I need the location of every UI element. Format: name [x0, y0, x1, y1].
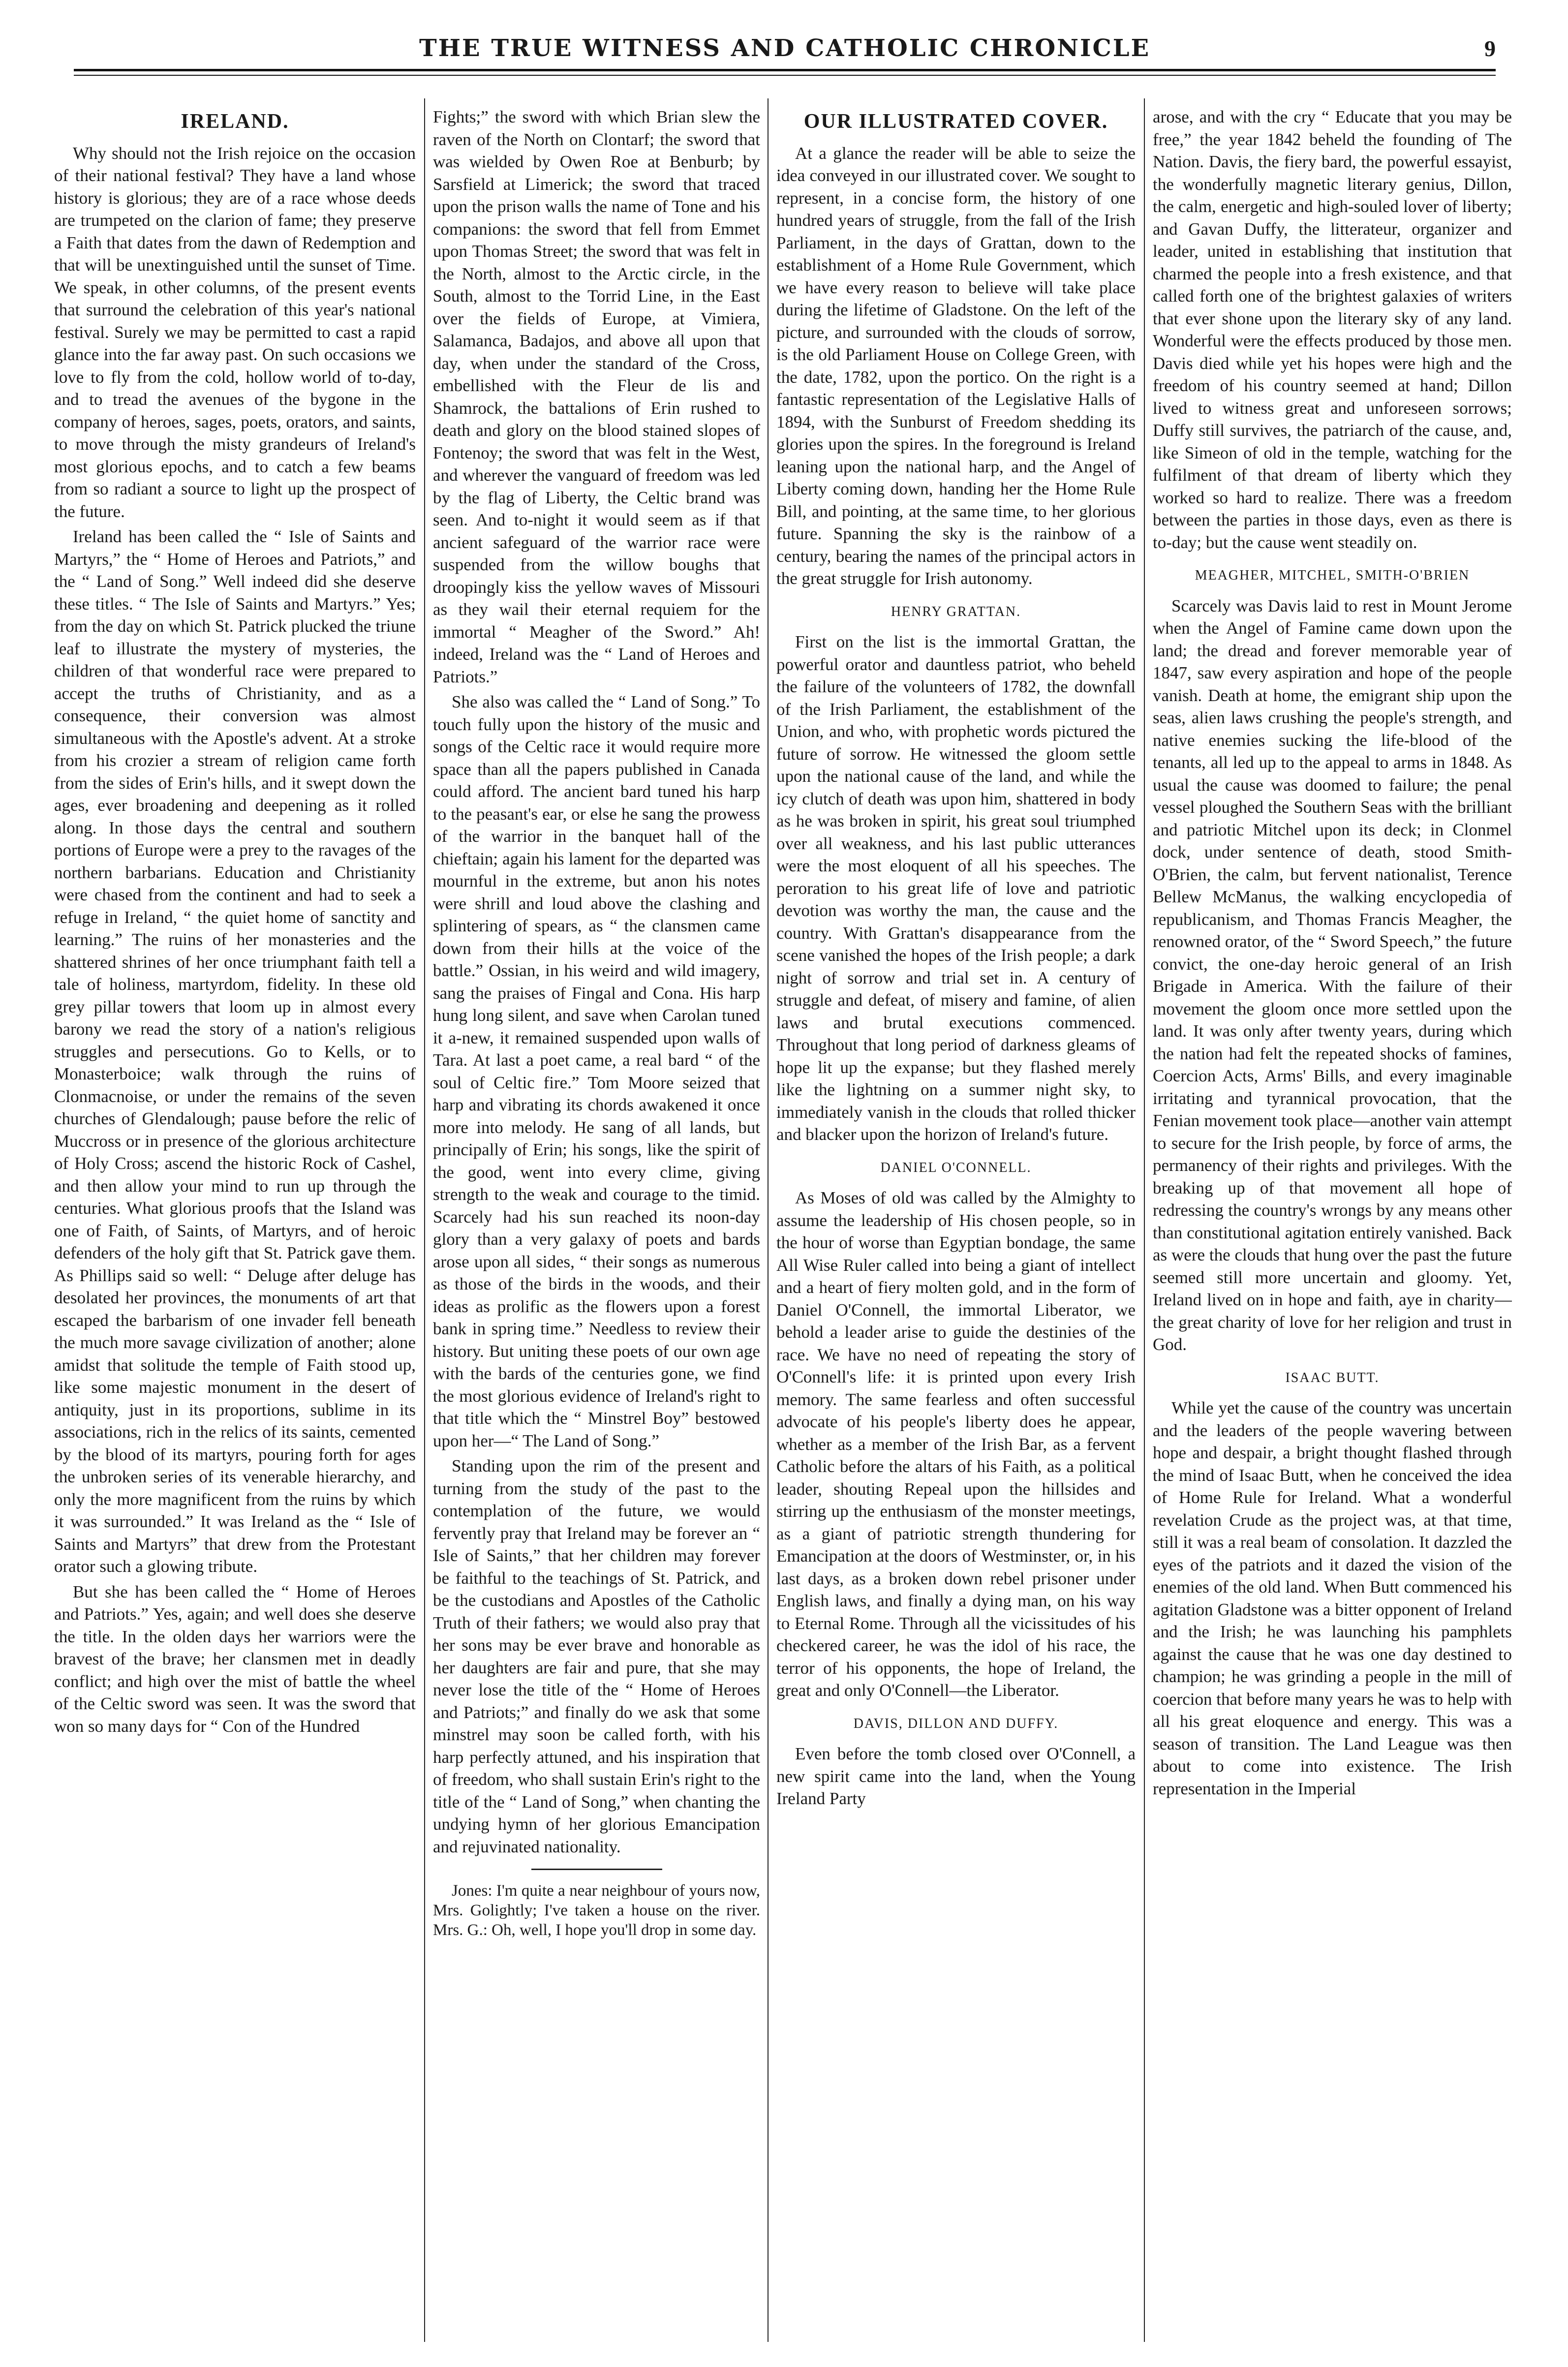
paragraph: Why should not the Irish rejoice on the occasion of their national festival? They have a land whose history is glorious; they are of a race whose deeds are trumpeted on the clarion of fame; they preserve a Faith that dates from the dawn of Redemption and that will be unextinguished until the sunset of Time. We speak, in other columns, of the present events that surround the celebration of this year's national festival. Surely we may be permitted to cast a rapid glance into the far away past. On such occasions we love to fly from the cold, hollow world of to-day, and to tread the avenues of the bygone in the company of heroes, sages, poets, orators, and saints, to move through the misty grandeurs of Ireland's most glorious epochs, and to catch a few beams from so radiant a source to light up the prospect of the future.: [54, 143, 416, 521]
paragraph: Fights;” the sword with which Brian slew the raven of the North on Clontarf; the sword that was wielded by Owen Roe at Benburb; by Sarsfield at Limerick; the sword that traced upon the prison walls the name of Tone and his companions: the sword that fell from Emmet upon Thomas Street; the sword that was felt in the North, almost to the Arctic circle, in the South, almost to the Torrid Line, in the East over the fields of Europe, at Vimiera, Salamanca, Badajos, and above all upon that day, when under the standard of the Cross, embellished with the Fleur de lis and Shamrock, the battalions of Erin rushed to death and glory on the blood stained slopes of Fontenoy; the sword that was felt in the West, and wherever the vanguard of freedom was led by the flag of Liberty, the Celtic brand was seen. And to-night it would seem as if that ancient safeguard of the warrior race were suspended from the willow boughs that droopingly kiss the yellow waves of Missouri as they wail their eternal requiem for the immortal “ Meagher of the Sword.” Ah! indeed, Ireland was the “ Land of Heroes and Patriots.”: [433, 107, 760, 686]
column-1: [54, 106, 416, 2335]
column-rule: [1144, 98, 1145, 2342]
section-heading-davis-dillon-duffy: DAVIS, DILLON AND DUFFY.: [853, 1716, 1059, 1731]
section-heading-grattan: HENRY GRATTAN.: [891, 604, 1021, 619]
column-4: [1153, 106, 1512, 2335]
column-rule: [768, 98, 769, 2342]
paragraph: While yet the cause of the country was uncertain and the leaders of the people wavering between hope and despair, a bright thought flashed through the mind of Isaac Butt, when he conceived the idea of Home Rule for Ireland. What a wonderful revelation Crude as the project was, at that time, still it was a real beam of consolation. It dazzled the eyes of the patriots and it dazed the vision of the enemies of the old land. When Butt commenced his agitation Gladstone was a bitter opponent of Ireland and the Irish; he was launching his pamphlets against the cause that he was one day destined to champion; he was grinding a people in the mill of coercion that before many years he was to help with all his great eloquence and energy. This was a season of transition. The Land League was then about to come into existence. The Irish representation in the Imperial: [1153, 1398, 1512, 1798]
paragraph: She also was called the “ Land of Song.” To touch fully upon the history of the music and songs of the Celtic race it would require more space than all the papers published in Canada could afford. The ancient bard tuned his harp to the peasant's ear, or else he sang the prowess of the warrior in the banquet hall of the chieftain; again his lament for the departed was mournful in the extreme, but anon his notes were shrill and loud above the clashing and splintering of spears, as “ the clansmen came down from their hills at the voice of the battle.” Ossian, in his weird and wild imagery, sang the praises of Fingal and Cona. His harp hung long silent, and save when Carolan tuned it a-new, it remained suspended upon walls of Tara. At last a poet came, a real bard “ of the soul of Celtic fire.” Tom Moore seized that harp and vibrating its chords awakened it once more into melody. He sang of all lands, but principally of Erin; his songs, like the spirit of the good, went into every clime, giving strength to the weak and courage to the timid. Scarcely had his sun reached its noon-day glory than a very galaxy of poets and bards arose upon all sides, “ their songs as numerous as those of the birds in the woods, and their ideas as prolific as the flowers upon a forest bank in spring time.” Needless to review their history. But uniting these poets of our own age with the bards of the centuries gone, we find the most glorious evidence of Ireland's right to that title which the “ Minstrel Boy” bestowed upon her—“ The Land of Song.”: [433, 692, 760, 1450]
anecdote: [433, 1881, 760, 1940]
masthead: [74, 34, 1496, 84]
paragraph: Standing upon the rim of the present and turning from the study of the past to the contemplation of the future, we would fervently pray that Ireland may be forever an “ Isle of Saints,” that her children may forever be faithful to the teachings of St. Patrick, and be the custodians and Apostles of the Catholic Truth of their fathers; we would also pray that her sons may be ever brave and honorable as her daughters are fair and pure, that she may never lose the title of the “ Home of Heroes and Patriots;” and finally do we ask that some minstrel may soon be called forth, with his harp perfectly attuned, and his inspiration that of freedom, who shall sustain Erin's right to the title of the “ Land of Song,” when chanting the undying hymn of her glorious Emancipation and rejuvinated nationality.: [433, 1456, 760, 1856]
article-heading-ireland: IRELAND.: [181, 110, 289, 133]
section-heading-isaac-butt: ISAAC BUTT.: [1285, 1370, 1380, 1385]
paragraph: As Moses of old was called by the Almighty to assume the leadership of His chosen people, so in the hour of worse than Egyptian bondage, the same All Wise Ruler called into being a giant of intellect and a heart of fiery molten gold, and in the form of Daniel O'Connell, the immortal Liberator, we behold a leader arise to guide the destinies of the race. We have no need of repeating the story of O'Connell's life: it is printed upon every Irish memory. The same fearless and often successful advocate of his people's liberty does he appear, whether as a member of the Irish Bar, as a fervent Catholic before the altars of his Faith, as a political leader, shouting Repeal upon the hillsides and stirring up the enthusiasm of the monster meetings, as a giant of patriotic strength thundering for Emancipation at the doors of Westminster, or, in his last days, as a broken down rebel prisoner under English laws, and finally a dying man, on his way to Eternal Rome. Through all the vicissitudes of his checkered career, he was the idol of his race, the terror of his opponents, the hope of Ireland, the great and only O'Connell—the Liberator.: [776, 1188, 1136, 1700]
section-heading-meagher-mitchel: MEAGHER, MITCHEL, SMITH-O'BRIEN: [1195, 568, 1470, 583]
column-2: [433, 106, 760, 2335]
section-heading-oconnell: DANIEL O'CONNELL.: [880, 1160, 1032, 1175]
paragraph: First on the list is the immortal Grattan, the powerful orator and dauntless patriot, who beheld the failure of the volunteers of 1782, the downfall of the Irish Parliament, the establishment of the Union, and who, with prophetic words pictured the future of sorrow. He witnessed the gloom settle upon the national cause of the land, and while the icy clutch of death was upon him, shattered in body as he was broken in spirit, his great soul triumphed over all weakness, and his last public utterances were the most eloquent of all his speeches. The peroration to his great life of love and patriotic devotion was worthy the man, the cause and the country. With Grattan's disappearance from the scene vanished the hopes of the Irish people; a dark night of sorrow and trial set in. A century of struggle and defeat, of misery and famine, of alien laws and brutal executions commenced. Throughout that long period of darkness gleams of hope lit up the expanse; but they flashed merely like the lightning on a summer night sky, to immediately vanish in the clouds that rolled thicker and blacker upon the horizon of Ireland's future.: [776, 632, 1136, 1144]
newspaper-title: THE TRUE WITNESS AND CATHOLIC CHRONICLE: [419, 34, 1151, 62]
paragraph: But she has been called the “ Home of Heroes and Patriots.” Yes, again; and well does she deserve the title. In the olden days her warriors were the bravest of the brave; her clansmen met in deadly conflict; and high over the mist of battle the wheel of the Celtic sword was seen. It was the sword that won so many days for “ Con of the Hundred: [54, 1582, 416, 1736]
column-rule: [424, 98, 425, 2342]
paragraph: Even before the tomb closed over O'Connell, a new spirit came into the land, when the Young Ireland Party: [776, 1744, 1136, 1808]
section-divider: [531, 1869, 662, 1870]
masthead-rule-thin: [74, 75, 1496, 76]
paragraph: Ireland has been called the “ Isle of Saints and Martyrs,” the “ Home of Heroes and Patriots,” and the “ Land of Song.” Well indeed did she deserve these titles. “ The Isle of Saints and Martyrs.” Yes; from the day on which St. Patrick plucked the triune leaf to illustrate the mystery of mysteries, the children of that wonderful race were prepared to accept the truths of Christianity, and as a consequence, their conversion was almost simultaneous with the Apostle's advent. At a stroke from his crozier a stream of religion came forth from the sides of Erin's hills, and it swept down the ages, ever broadening and deepening as it rolled along. In those days the central and southern portions of Europe were a prey to the ravages of the northern barbarians. Education and Christianity were chased from the continent and had to seek a refuge in Ireland, “ the quiet home of sanctity and learning.” The ruins of her monasteries and the shattered shrines of her once triumphant faith tell a tale of holiness, martyrdom, fidelity. In these old grey pillar towers that loom up in almost every barony we read the story of a nation's religious struggles and persecutions. Go to Kells, or to Monasterboice; walk through the ruins of Clonmacnoise, or under the remains of the seven churches of Glendalough; pause before the relic of Muccross or in presence of the glorious architecture of Holy Cross; ascend the historic Rock of Cashel, and then allow your mind to run up through the centuries. What glorious proofs that the Island was one of Faith, of Saints, of Martyrs, and of heroic defenders of the holy gift that St. Patrick gave them. As Phillips said so well: “ Deluge after deluge has desolated her provinces, the monuments of art that escaped the barbarism of one invader fell beneath the much more savage civilization of another; alone amidst that solitude the temple of Faith stood up, like some majestic monument in the desert of antiquity, just in its proportions, sublime in its associations, rich in the relics of its saints, cemented by the blood of its martyrs, pouring forth for ages the unbroken series of its venerable hierarchy, and only the more magnificent from the ruins by which it was surrounded.” It was Ireland as the “ Isle of Saints and Martyrs” that drew from the Protestant orator such a glowing tribute.: [54, 527, 416, 1576]
paragraph: arose, and with the cry “ Educate that you may be free,” the year 1842 beheld the founding of The Nation. Davis, the fiery bard, the powerful essayist, the wonderfully magnetic literary genius, Dillon, the calm, energetic and high-souled lover of liberty; and Gavan Duffy, the litterateur, organizer and leader, united in establishing that institution that charmed the people into a fresh existence, and that called forth one of the brightest galaxies of writers that ever shone upon the literary sky of any land. Wonderful were the effects produced by those men. Davis died while yet his hopes were high and the freedom of his country seemed at hand; Dillon lived to witness great and unforeseen sorrows; Duffy still survives, the patriarch of the cause, and, like Simeon of old in the temple, watching for the fulfilment of that dream of liberty which they worked so hard to realize. There was a freedom between the parties in those days, even as there is to-day; but the cause went steadily on.: [1153, 107, 1512, 552]
article-heading-illustrated-cover: OUR ILLUSTRATED COVER.: [803, 110, 1108, 133]
page-number: 9: [1484, 36, 1496, 61]
paragraph: At a glance the reader will be able to seize the idea conveyed in our illustrated cover. We sought to represent, in a concise form, the history of one hundred years of struggle, from the fall of the Irish Parliament, in the days of Grattan, down to the establishment of a Home Rule Government, which we have every reason to believe will take place during the lifetime of Gladstone. On the left of the picture, and surrounded with the clouds of sorrow, is the old Parliament House on College Green, with the date, 1782, upon the portico. On the right is a fantastic representation of the Legislative Halls of 1894, with the Sunburst of Freedom shedding its glories upon the spires. In the foreground is Ireland leaning upon the national harp, and the Angel of Liberty coming down, handing her the Home Rule Bill, and pointing, at the same time, to her glorious future. Spanning the sky is the rainbow of a century, bearing the names of the principal actors in the great struggle for Irish autonomy.: [776, 143, 1136, 588]
masthead-rule-thick: [74, 69, 1496, 71]
column-3: [776, 106, 1136, 2335]
anecdote-text: Jones: I'm quite a near neighbour of yours now, Mrs. Golightly; I've taken a house on the river. Mrs. G.: Oh, well, I hope you'll drop in some day.: [433, 1882, 760, 1939]
paragraph: Scarcely was Davis laid to rest in Mount Jerome when the Angel of Famine came down upon the land; the dread and forever memorable year of 1847, saw every aspiration and hope of the people vanish. Death at home, the emigrant ship upon the seas, alien laws crushing the people's strength, and native enemies sucking the life-blood of the tenants, all led up to the appeal to arms in 1848. As usual the cause was doomed to failure; the penal vessel ploughed the Southern Seas with the brilliant and patriotic Mitchel upon its deck; in Clonmel dock, under sentence of death, stood Smith-O'Brien, the calm, but fervent nationalist, Terence Bellew McManus, the walking encyclopedia of republicanism, and Thomas Francis Meagher, the renowned orator, of the “ Sword Speech,” the future convict, the one-day heroic general of an Irish Brigade in America. With the failure of their movement the gloom once more settled upon the land. It was only after twenty years, during which the nation had felt the repeated shocks of famines, Coercion Acts, Arms' Bills, and every imaginable irritating and tyrannical provocation, that the Fenian movement took place—another vain attempt to secure for the Irish people, by force of arms, the permanency of their rights and privileges. With the breaking up of that movement all hope of redressing the country's wrongs by any means other than constitutional agitation entirely vanished. Back as were the clouds that hung over the past the future seemed still more uncertain and gloomy. Yet, Ireland lived on in hope and faith, aye in charity—the great charity of love for her religion and trust in God.: [1153, 596, 1512, 1354]
